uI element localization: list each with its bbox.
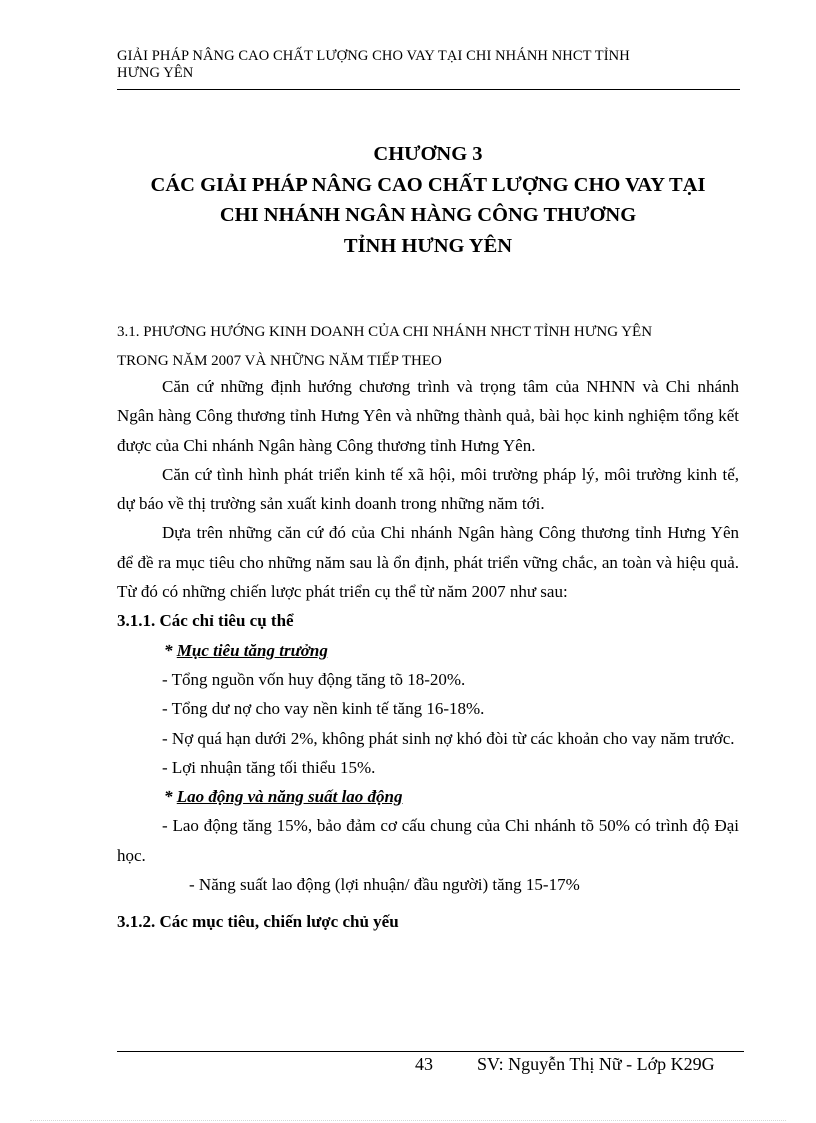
header-line-1: GIẢI PHÁP NÂNG CAO CHẤT LƯỢNG CHO VAY TẠI CHI NHÁNH NHCT TỈNH — [117, 48, 630, 64]
spacer — [117, 899, 739, 907]
chapter-title-line-2: CHI NHÁNH NGÂN HÀNG CÔNG THƯƠNG — [219, 204, 637, 226]
section-heading-line-2: TRONG NĂM 2007 VÀ NHỮNG NĂM TIẾP THEO — [117, 353, 442, 369]
running-header — [117, 48, 739, 82]
growth-item-1: - Tổng nguồn vốn huy động tăng tõ 18-20%. — [162, 669, 466, 689]
chapter-title-line-3: TỈNH HƯNG YÊN — [343, 234, 513, 257]
paragraph-1: Căn cứ những định hướng chương trình và trọng tâm của NHNN và Chi nhánh Ngân hàng Công thương tỉnh Hưng Yên và những thành quả, bài học kinh nghiệm tổng kết được của Chi nhánh Ngân hàng Công thương tỉnh Hưng Yên. — [117, 377, 739, 455]
subsection-heading-3-1-2: 3.1.2. Các mục tiêu, chiến lược chủ yếu — [117, 912, 399, 932]
paragraph-2: Căn cứ tình hình phát triển kinh tế xã hội, môi trường pháp lý, môi trường kinh tế, dự báo về thị trường sản xuất kinh doanh trong những năm tới. — [117, 464, 739, 514]
paragraph-3: Dựa trên những căn cứ đó của Chi nhánh Ngân hàng Công thương tỉnh Hưng Yên để đề ra mục tiêu cho những năm sau là ổn định, phát triển vững chắc, an toàn và hiệu quả. Từ đó có những chiến lược phát triển cụ thể từ năm 2007 như sau: — [117, 523, 739, 602]
footer-author: SV: Nguyễn Thị Nữ - Lớp K29G — [477, 1054, 715, 1074]
chapter-title — [100, 139, 756, 261]
labor-item-1: - Lao động tăng 15%, bảo đảm cơ cấu chung của Chi nhánh tõ 50% có trình độ Đại học. — [117, 816, 739, 865]
growth-targets-heading — [117, 636, 739, 665]
labor-heading — [117, 782, 739, 811]
growth-targets-label: Mục tiêu tăng trưởng — [176, 640, 328, 660]
growth-item-2: - Tổng dư nợ cho vay nền kinh tế tăng 16-18%. — [162, 699, 485, 719]
labor-label: Lao động và năng suất lao động — [176, 787, 403, 807]
header-divider — [117, 89, 740, 90]
header-line-2: HƯNG YÊN — [117, 65, 194, 81]
chapter-number: CHƯƠNG 3 — [373, 143, 483, 165]
section-heading — [117, 318, 742, 376]
bullet-star: * — [164, 640, 173, 660]
chapter-title-line-1: CÁC GIẢI PHÁP NÂNG CAO CHẤT LƯỢNG CHO VAY TẠI — [150, 173, 706, 196]
growth-item-3: - Nợ quá hạn dưới 2%, không phát sinh nợ khó đòi từ các khoản cho vay năm trước. — [162, 728, 735, 748]
subsection-heading-3-1-1: 3.1.1. Các chỉ tiêu cụ thể — [117, 611, 294, 631]
labor-item-2: - Năng suất lao động (lợi nhuận/ đầu người) tăng 15-17% — [189, 875, 580, 895]
growth-item-4: - Lợi nhuận tăng tối thiểu 15%. — [162, 757, 376, 777]
section-heading-line-1: 3.1. PHƯƠNG HƯỚNG KINH DOANH CỦA CHI NHÁNH NHCT TỈNH HƯNG YÊN — [117, 324, 653, 340]
footer-divider — [117, 1051, 744, 1052]
body-text — [117, 372, 739, 937]
bullet-star: * — [164, 787, 173, 807]
page-number: 43 — [415, 1054, 433, 1074]
page-bottom-edge — [30, 1120, 786, 1121]
